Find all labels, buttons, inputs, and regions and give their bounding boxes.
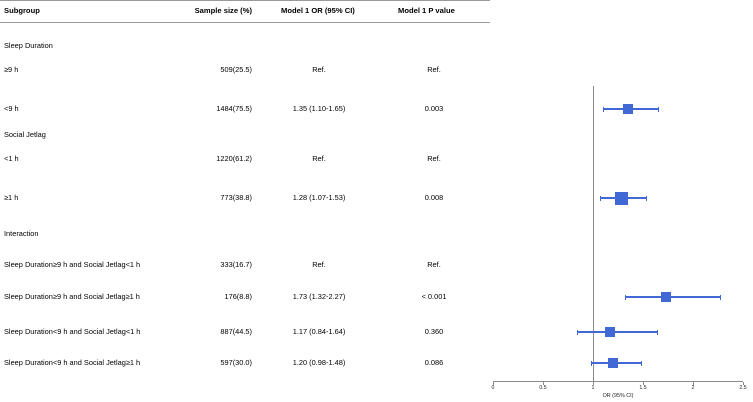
cell-p-value: 0.008 <box>424 193 444 202</box>
cell-or: 1.35 (1.10-1.65) <box>292 104 346 113</box>
cell-subgroup: Sleep Duration<9 h and Social Jetlag≥1 h <box>4 358 141 367</box>
cell-subgroup: Sleep Duration≥9 h and Social Jetlag≥1 h <box>4 292 140 301</box>
effect-estimate-marker <box>605 327 615 337</box>
confidence-interval-cap <box>603 107 604 112</box>
cell-p-value: 0.086 <box>424 358 444 367</box>
cell-p-value: Ref. <box>427 65 441 74</box>
x-axis-tick-label: 2 <box>691 385 695 391</box>
confidence-interval-cap <box>600 196 601 201</box>
x-axis-tick-label: 0 <box>491 385 495 391</box>
x-axis-tick-label: 1.5 <box>639 385 647 391</box>
cell-sample-size: 1220(61.2) <box>216 154 252 163</box>
reference-line <box>593 86 594 381</box>
cell-or: Ref. <box>312 65 326 74</box>
confidence-interval-cap <box>657 330 658 335</box>
table-header-row <box>0 3 490 19</box>
table-header-rule <box>0 22 490 23</box>
confidence-interval-line <box>625 296 720 297</box>
cell-subgroup: ≥1 h <box>4 193 19 202</box>
table-row <box>0 151 490 167</box>
header-or: Model 1 OR (95% CI) <box>281 6 355 15</box>
cell-sample-size: 597(30.0) <box>220 358 252 367</box>
table-row <box>0 101 490 117</box>
table-row <box>0 127 490 143</box>
table-row <box>0 226 490 242</box>
cell-subgroup: Sleep Duration≥9 h and Social Jetlag<1 h <box>4 260 141 269</box>
cell-or: Ref. <box>312 260 326 269</box>
header-subgroup: Subgroup <box>4 6 40 15</box>
table-row <box>0 257 490 273</box>
x-axis-title: OR (95% CI) <box>602 393 634 399</box>
cell-sample-size: 509(25.5) <box>220 65 252 74</box>
x-axis-tick-label: 0.5 <box>539 385 547 391</box>
table-top-rule <box>0 0 490 1</box>
header-p-value: Model 1 P value <box>398 6 455 15</box>
cell-or: Ref. <box>312 154 326 163</box>
confidence-interval-cap <box>591 361 592 366</box>
cell-sample-size: 333(16.7) <box>220 260 252 269</box>
cell-subgroup: Social Jetlag <box>4 130 46 139</box>
cell-p-value: Ref. <box>427 260 441 269</box>
table-row <box>0 190 490 206</box>
cell-p-value: Ref. <box>427 154 441 163</box>
confidence-interval-cap <box>646 196 647 201</box>
table-row <box>0 355 490 371</box>
table-row <box>0 324 490 340</box>
cell-sample-size: 1484(75.5) <box>216 104 252 113</box>
cell-p-value: 0.003 <box>424 104 444 113</box>
table-row <box>0 38 490 54</box>
forest-plot <box>490 0 753 402</box>
effect-estimate-marker <box>608 358 618 368</box>
effect-estimate-marker <box>661 292 671 302</box>
confidence-interval-cap <box>720 295 721 300</box>
cell-sample-size: 887(44.5) <box>220 327 252 336</box>
table-row <box>0 62 490 78</box>
confidence-interval-cap <box>658 107 659 112</box>
cell-or: 1.73 (1.32-2.27) <box>292 292 346 301</box>
confidence-interval-cap <box>625 295 626 300</box>
header-sample-size: Sample size (%) <box>194 6 252 15</box>
effect-estimate-marker <box>615 192 628 205</box>
cell-subgroup: <1 h <box>4 154 19 163</box>
cell-sample-size: 773(38.8) <box>220 193 252 202</box>
x-axis-tick-label: 1 <box>591 385 595 391</box>
cell-subgroup: Interaction <box>4 229 39 238</box>
cell-sample-size: 176(8.8) <box>224 292 252 301</box>
effect-estimate-marker <box>623 104 634 115</box>
cell-p-value: < 0.001 <box>421 292 447 301</box>
confidence-interval-cap <box>641 361 642 366</box>
cell-subgroup: ≥9 h <box>4 65 19 74</box>
cell-subgroup: Sleep Duration <box>4 41 53 50</box>
x-axis-tick-label: 2.5 <box>739 385 747 391</box>
cell-or: 1.17 (0.84-1.64) <box>292 327 346 336</box>
table-row <box>0 289 490 305</box>
cell-subgroup: Sleep Duration<9 h and Social Jetlag<1 h <box>4 327 141 336</box>
cell-or: 1.28 (1.07-1.53) <box>292 193 346 202</box>
confidence-interval-cap <box>577 330 578 335</box>
cell-p-value: 0.360 <box>424 327 444 336</box>
confidence-interval-line <box>577 331 657 332</box>
cell-or: 1.20 (0.98-1.48) <box>292 358 346 367</box>
cell-subgroup: <9 h <box>4 104 19 113</box>
x-axis <box>493 381 743 382</box>
